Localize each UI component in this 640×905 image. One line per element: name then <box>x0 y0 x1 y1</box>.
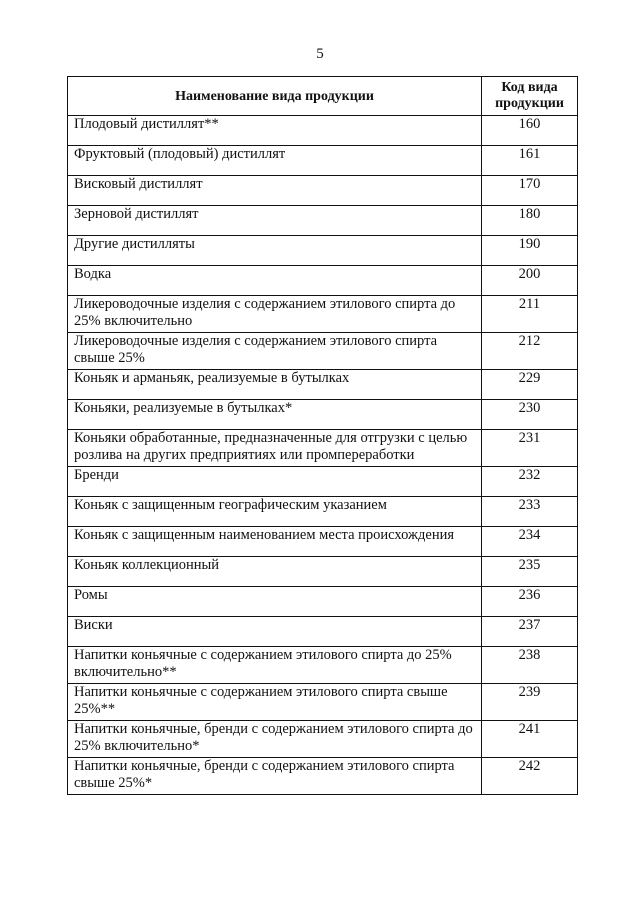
table-row <box>68 587 578 617</box>
product-name-cell: Коньяки обработанные, предназначенные для отгрузки с целью розлива на других предприятиях или промпереработки <box>68 430 482 467</box>
table-row <box>68 721 578 758</box>
product-code-cell: 235 <box>482 557 578 587</box>
product-code-cell: 160 <box>482 116 578 146</box>
product-code-cell: 190 <box>482 236 578 266</box>
product-name-cell: Напитки коньячные, бренди с содержанием этилового спирта свыше 25%* <box>68 758 482 795</box>
table-row <box>68 116 578 146</box>
product-name-cell: Напитки коньячные с содержанием этилового спирта свыше 25%** <box>68 684 482 721</box>
table-row <box>68 206 578 236</box>
table-row <box>68 557 578 587</box>
product-code-cell: 212 <box>482 333 578 370</box>
table-row <box>68 430 578 467</box>
product-name-cell: Фруктовый (плодовый) дистиллят <box>68 146 482 176</box>
table-row <box>68 236 578 266</box>
table-header-row <box>68 77 578 116</box>
product-code-cell: 238 <box>482 647 578 684</box>
table-row <box>68 266 578 296</box>
product-code-cell: 234 <box>482 527 578 557</box>
table-row <box>68 527 578 557</box>
table-row <box>68 146 578 176</box>
product-name-cell: Коньяк коллекционный <box>68 557 482 587</box>
table-row <box>68 370 578 400</box>
product-name-cell: Плодовый дистиллят** <box>68 116 482 146</box>
product-code-cell: 161 <box>482 146 578 176</box>
product-code-cell: 241 <box>482 721 578 758</box>
product-code-cell: 231 <box>482 430 578 467</box>
table-row <box>68 684 578 721</box>
product-name-cell: Коньяк и арманьяк, реализуемые в бутылках <box>68 370 482 400</box>
product-name-cell: Коньяк с защищенным наименованием места происхождения <box>68 527 482 557</box>
product-name-cell: Бренди <box>68 467 482 497</box>
page-number: 5 <box>316 46 324 62</box>
product-name-cell: Висковый дистиллят <box>68 176 482 206</box>
table-row <box>68 647 578 684</box>
product-code-cell: 230 <box>482 400 578 430</box>
table-row <box>68 296 578 333</box>
product-name-cell: Ликероводочные изделия с содержанием этилового спирта свыше 25% <box>68 333 482 370</box>
product-name-cell: Напитки коньячные, бренди с содержанием этилового спирта до 25% включительно* <box>68 721 482 758</box>
table-row <box>68 400 578 430</box>
product-code-cell: 239 <box>482 684 578 721</box>
table-row <box>68 176 578 206</box>
table-row <box>68 617 578 647</box>
product-code-cell: 200 <box>482 266 578 296</box>
product-name-cell: Коньяк с защищенным географическим указанием <box>68 497 482 527</box>
product-code-cell: 180 <box>482 206 578 236</box>
table-row <box>68 333 578 370</box>
product-code-cell: 229 <box>482 370 578 400</box>
table-row <box>68 497 578 527</box>
product-name-cell: Напитки коньячные с содержанием этилового спирта до 25% включительно** <box>68 647 482 684</box>
product-code-cell: 242 <box>482 758 578 795</box>
product-name-cell: Другие дистилляты <box>68 236 482 266</box>
header-product-name: Наименование вида продукции <box>68 77 482 116</box>
product-name-cell: Ромы <box>68 587 482 617</box>
product-name-cell: Ликероводочные изделия с содержанием этилового спирта до 25% включительно <box>68 296 482 333</box>
product-code-cell: 233 <box>482 497 578 527</box>
product-code-cell: 211 <box>482 296 578 333</box>
table-row <box>68 467 578 497</box>
product-name-cell: Водка <box>68 266 482 296</box>
product-code-cell: 170 <box>482 176 578 206</box>
table-row <box>68 758 578 795</box>
product-name-cell: Виски <box>68 617 482 647</box>
product-name-cell: Коньяки, реализуемые в бутылках* <box>68 400 482 430</box>
product-code-cell: 237 <box>482 617 578 647</box>
product-code-cell: 232 <box>482 467 578 497</box>
header-product-code: Код вида продукции <box>482 77 578 116</box>
product-type-table <box>67 76 578 795</box>
product-code-cell: 236 <box>482 587 578 617</box>
product-name-cell: Зерновой дистиллят <box>68 206 482 236</box>
